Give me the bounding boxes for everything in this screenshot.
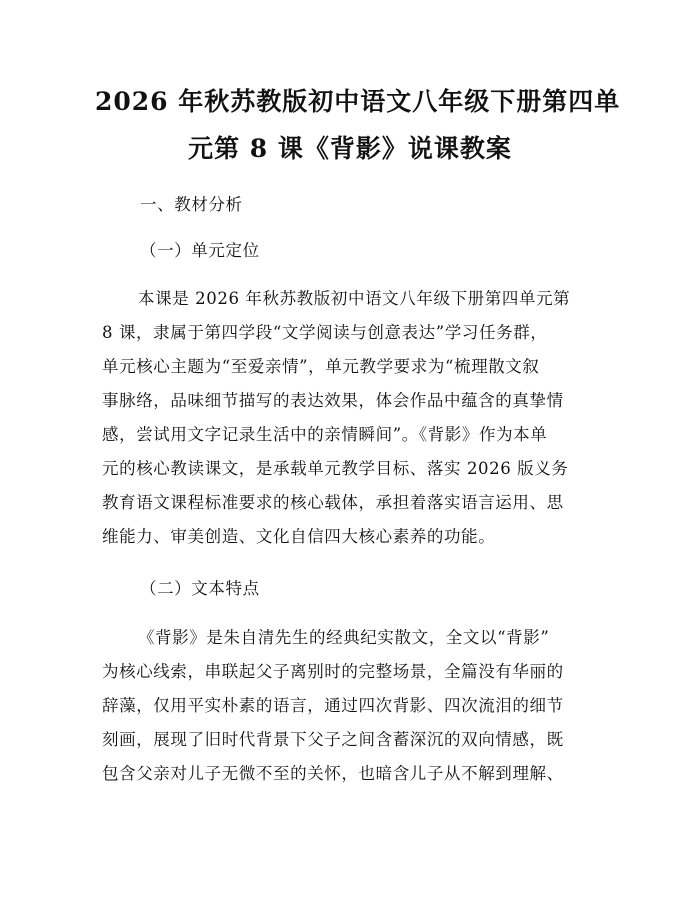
paragraph-2-line: 包含父亲对儿子无微不至的关怀，也暗含儿子从不解到理解、 — [102, 764, 564, 783]
paragraph-1-line: 8 课，隶属于第四学段“文学阅读与创意表达”学习任务群， — [102, 323, 548, 342]
paragraph-2-line: 辞藻，仅用平实朴素的语言，通过四次背影、四次流泪的细节 — [102, 696, 564, 715]
paragraph-2-line: 《背影》是朱自清先生的经典纪实散文，全文以“背影” — [138, 628, 550, 647]
document-title-line-1: 2026 年秋苏教版初中语文八年级下册第四单 — [95, 87, 621, 116]
paragraph-2-line: 为核心线索，串联起父子离别时的完整场景，全篇没有华丽的 — [102, 662, 564, 681]
paragraph-1-line: 本课是 2026 年秋苏教版初中语文八年级下册第四单元第 — [138, 289, 571, 308]
paragraph-1-line: 单元核心主题为“至爱亲情”，单元教学要求为“梳理散文叙 — [102, 357, 540, 376]
paragraph-2-line: 刻画，展现了旧时代背景下父子之间含蓄深沉的双向情感，既 — [102, 730, 564, 749]
paragraph-1-line: 教育语文课程标准要求的核心载体，承担着落实语言运用、思 — [102, 493, 564, 512]
document-title-line-2: 元第 8 课《背影》说课教案 — [188, 134, 512, 163]
paragraph-1-line: 事脉络，品味细节描写的表达效果，体会作品中蕴含的真挚情 — [102, 391, 564, 410]
paragraph-1-line: 维能力、审美创造、文化自信四大核心素养的功能。 — [102, 527, 496, 546]
subheading-2: （二）文本特点 — [140, 579, 260, 598]
paragraph-1-line: 元的核心教读课文，是承载单元教学目标、落实 2026 版义务 — [102, 459, 569, 478]
subheading-1: （一）单元定位 — [140, 241, 260, 260]
section-heading-1: 一、教材分析 — [140, 195, 243, 214]
paragraph-1-line: 感，尝试用文字记录生活中的亲情瞬间”。《背影》作为本单 — [102, 425, 548, 444]
